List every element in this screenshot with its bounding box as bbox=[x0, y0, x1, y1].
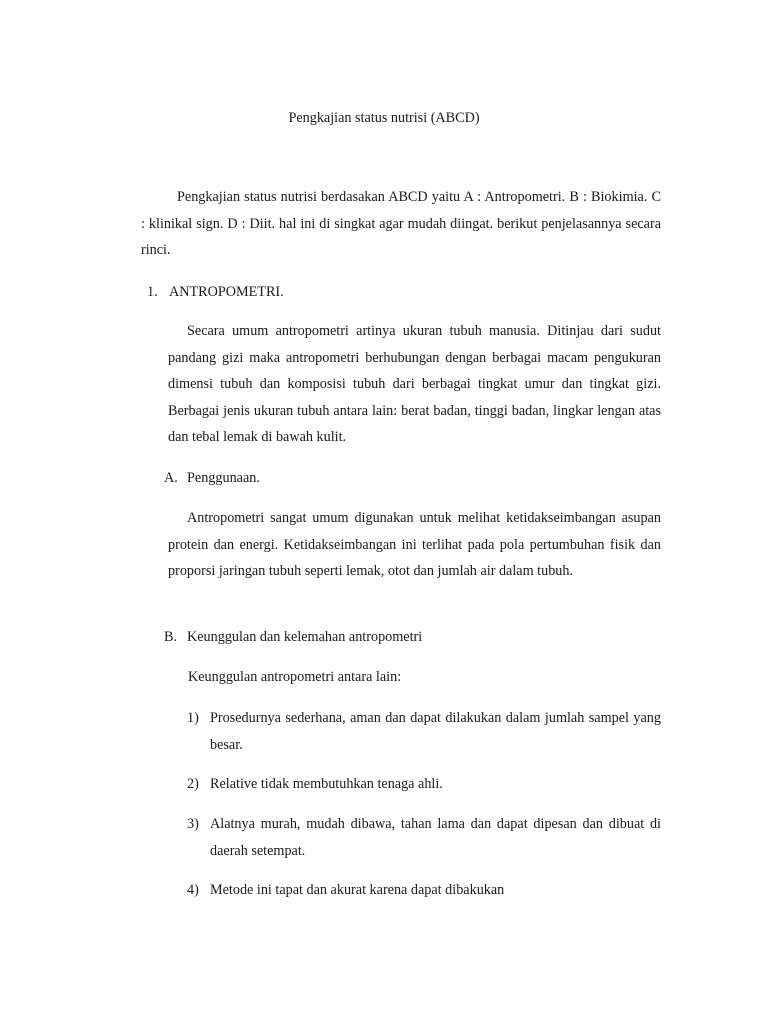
subsection-a-heading bbox=[164, 470, 260, 487]
list-item-text: Alatnya murah, mudah dibawa, tahan lama dan dapat dipesan dan dibuat di daerah setempat. bbox=[210, 816, 661, 859]
document-title: Pengkajian status nutrisi (ABCD) bbox=[288, 110, 480, 126]
intro-paragraph: Pengkajian status nutrisi berdasakan ABCD yaitu A : Antropometri. B : Biokimia. C : klinikal sign. D : Diit. hal ini di singkat agar mudah diingat. berikut penjelasannya secara rinci. bbox=[141, 189, 661, 258]
subsection-a-title: Penggunaan. bbox=[187, 470, 260, 486]
list-item-marker: 1) bbox=[187, 710, 199, 726]
subsection-b-letter: B. bbox=[164, 629, 178, 645]
subsection-b-title: Keunggulan dan kelemahan antropometri bbox=[187, 629, 423, 645]
list-item bbox=[187, 771, 661, 798]
subsection-b-heading bbox=[164, 629, 422, 646]
section-1-number: 1. bbox=[147, 284, 158, 300]
section-1-title: ANTROPOMETRI. bbox=[169, 284, 284, 300]
section-1-paragraph: Secara umum antropometri artinya ukuran tubuh manusia. Ditinjau dari sudut pandang gizi maka antropometri berhubungan dengan berbagai macam pengukuran dimensi tubuh dan komposisi tubuh dari berbagai tingkat umur dan tingkat gizi. Berbagai jenis ukuran tubuh antara lain: berat badan, tinggi badan, lingkar lengan atas dan tebal lemak di bawah kulit. bbox=[168, 323, 661, 445]
list-item-text: Metode ini tapat dan akurat karena dapat dibakukan bbox=[210, 882, 505, 898]
subsection-a-paragraph: Antropometri sangat umum digunakan untuk melihat ketidakseimbangan asupan protein dan energi. Ketidakseimbangan ini terlihat pada pola pertumbuhan fisik dan proporsi jaringan tubuh seperti lemak, otot dan jumlah air dalam tubuh. bbox=[168, 510, 661, 579]
list-item bbox=[187, 877, 661, 904]
list-item-marker: 3) bbox=[187, 816, 199, 832]
list-item bbox=[187, 811, 661, 864]
subsection-a-letter: A. bbox=[164, 470, 178, 486]
list-item-text: Prosedurnya sederhana, aman dan dapat dilakukan dalam jumlah sampel yang besar. bbox=[210, 710, 661, 753]
list-item-text: Relative tidak membutuhkan tenaga ahli. bbox=[210, 776, 443, 792]
list-item bbox=[187, 705, 661, 758]
section-1-heading bbox=[147, 284, 284, 301]
subsection-b-intro: Keunggulan antropometri antara lain: bbox=[188, 669, 402, 685]
list-item-marker: 4) bbox=[187, 882, 199, 898]
list-item-marker: 2) bbox=[187, 776, 199, 792]
